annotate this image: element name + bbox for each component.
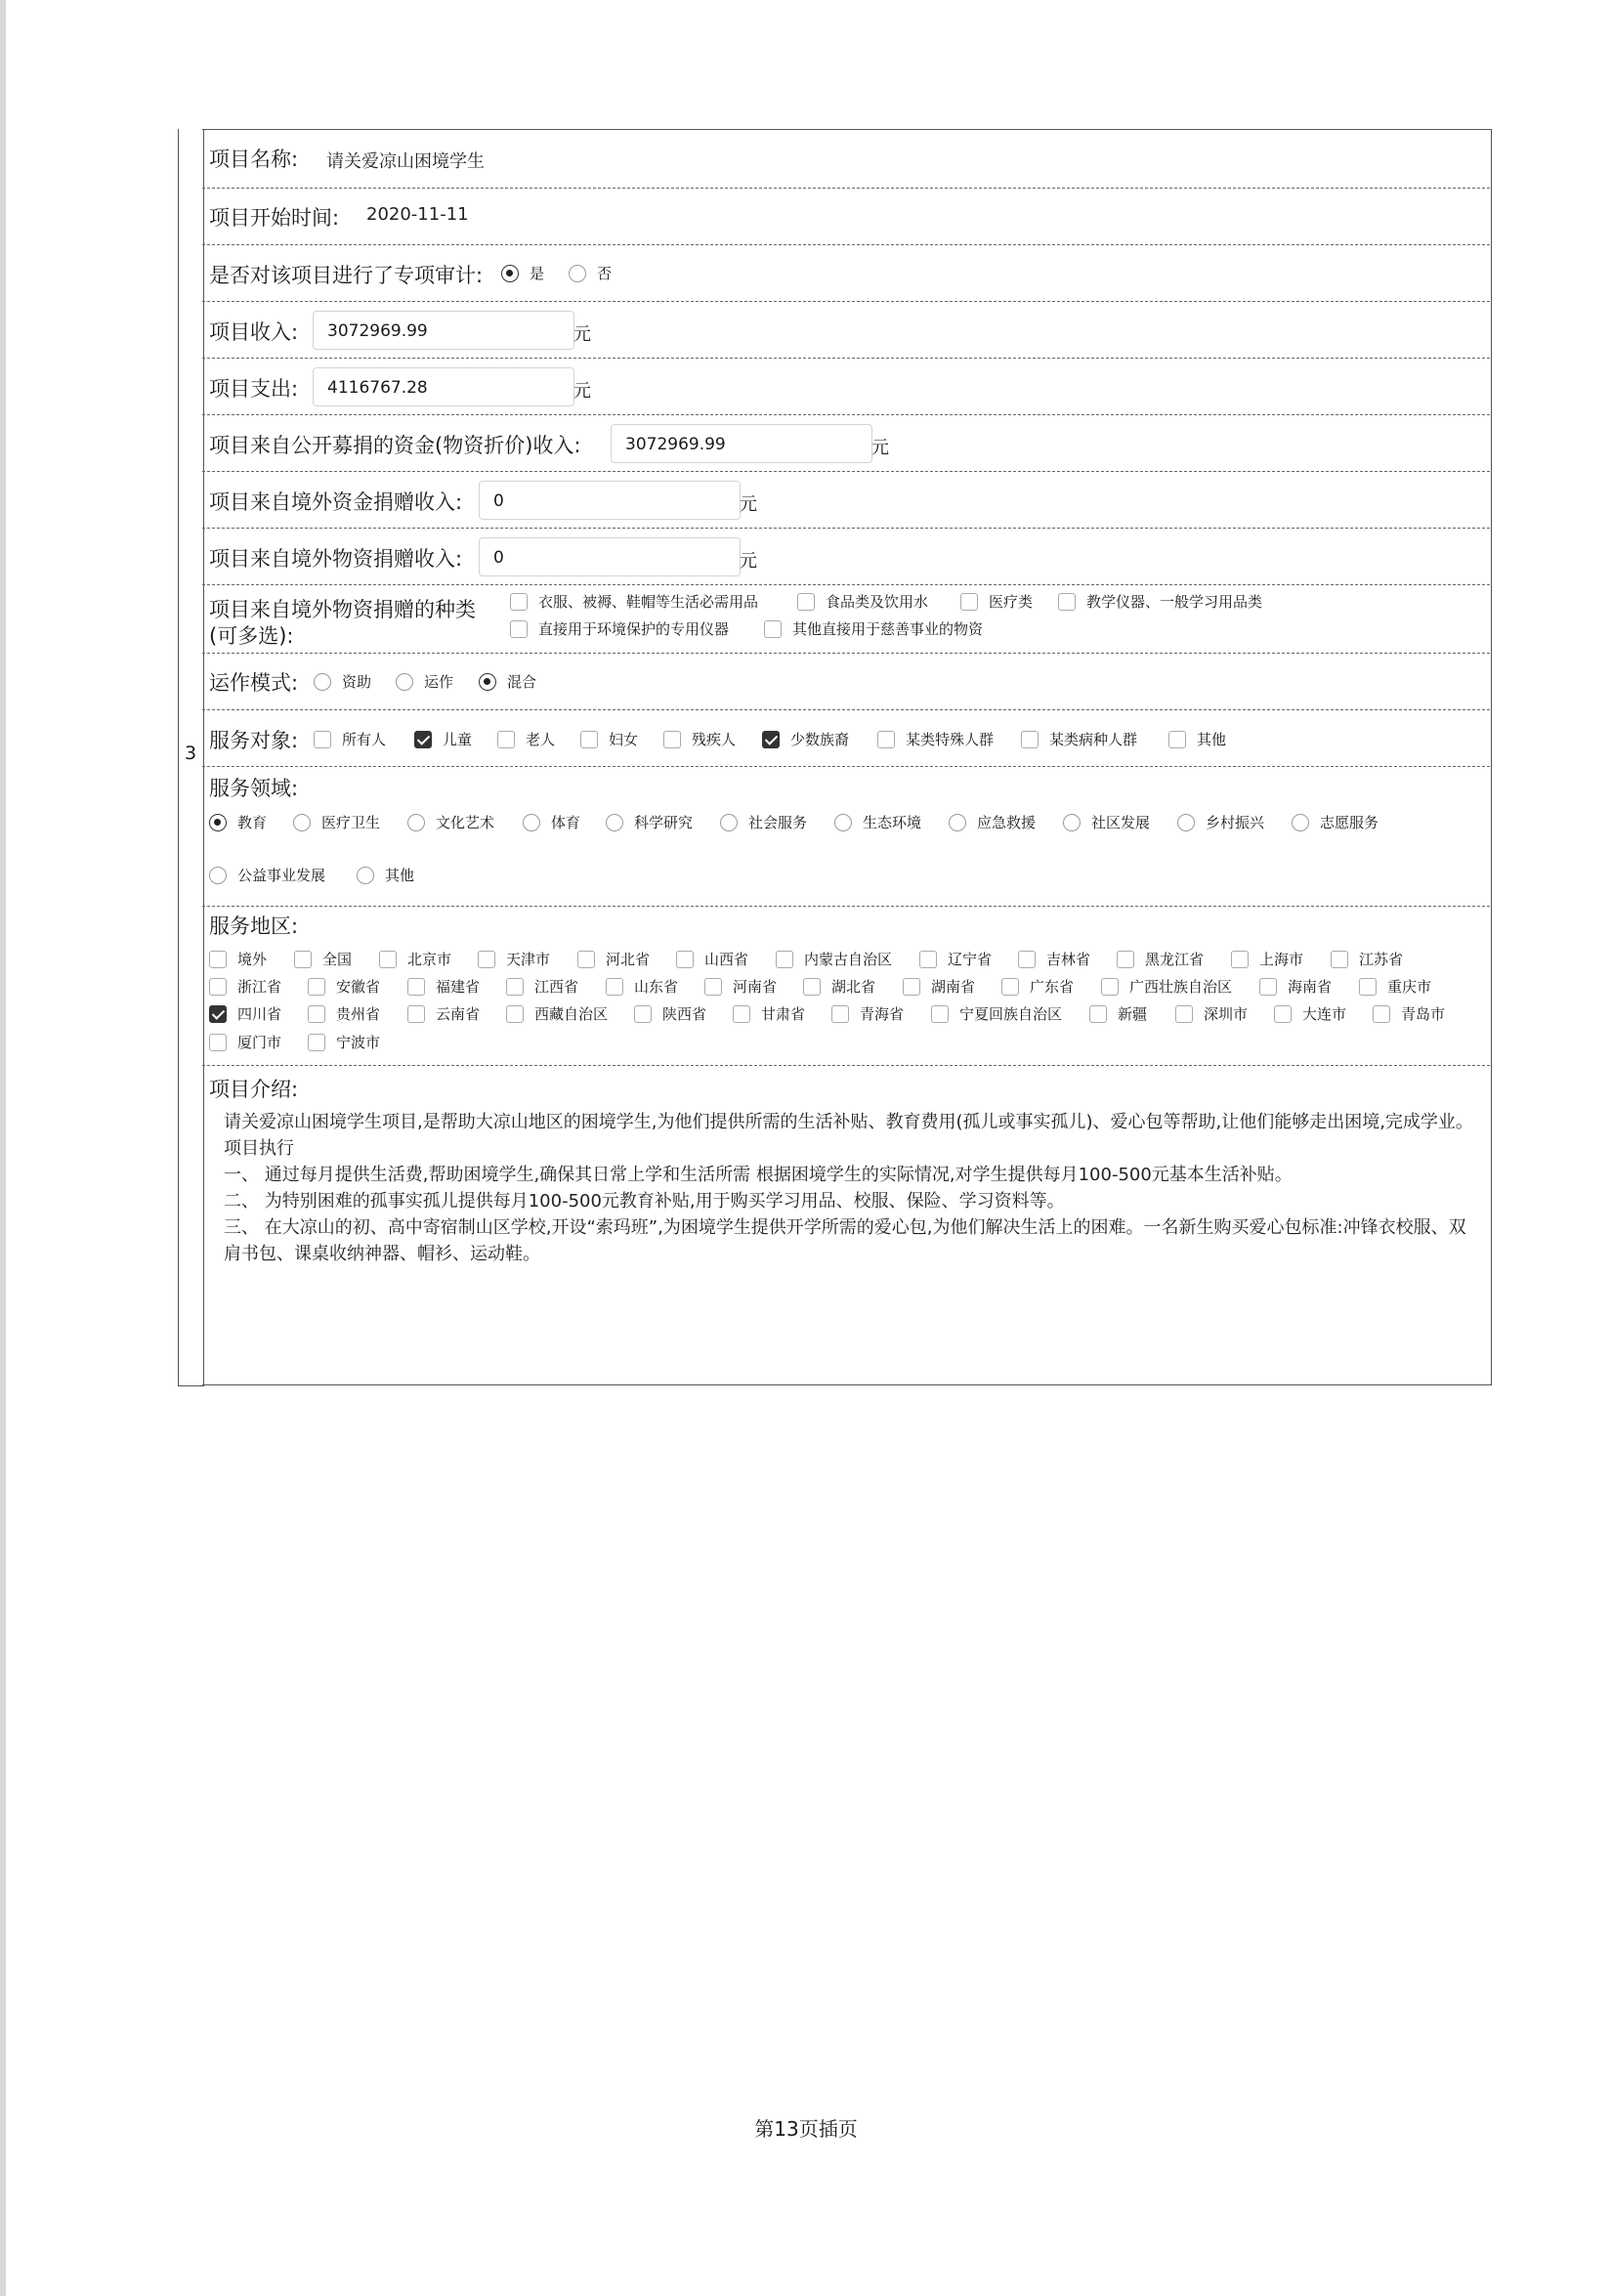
region-inner-mongolia[interactable]: 内蒙古自治区	[776, 949, 892, 969]
checkbox-icon	[497, 731, 515, 748]
checkbox-icon	[209, 951, 227, 968]
region-guizhou[interactable]: 贵州省	[308, 1003, 380, 1024]
region-jilin[interactable]: 吉林省	[1018, 949, 1090, 969]
radio-icon	[523, 814, 540, 831]
region-qinghai[interactable]: 青海省	[831, 1003, 904, 1024]
row-foreign-fund	[202, 472, 1490, 529]
region-overseas[interactable]: 境外	[209, 949, 267, 969]
goods-type-other-charity[interactable]: 其他直接用于慈善事业的物资	[764, 618, 983, 639]
region-shandong[interactable]: 山东省	[606, 976, 678, 997]
region-hunan[interactable]: 湖南省	[903, 976, 975, 997]
service-target-elderly[interactable]: 老人	[497, 729, 555, 749]
intro-paragraph: 项目执行	[224, 1138, 294, 1159]
checkbox-icon	[733, 1005, 750, 1023]
expense-unit: 元	[573, 381, 591, 402]
region-tianjin[interactable]: 天津市	[478, 949, 550, 969]
goods-type-food[interactable]: 食品类及饮用水	[797, 591, 928, 612]
row-income	[202, 302, 1490, 359]
checkbox-icon	[209, 978, 227, 996]
checkbox-icon	[1175, 1005, 1193, 1023]
region-xiamen[interactable]: 厦门市	[209, 1032, 281, 1052]
operation-mode-fund[interactable]: 资助	[314, 671, 371, 692]
checkbox-icon	[294, 951, 312, 968]
goods-type-teaching[interactable]: 教学仪器、一般学习用品类	[1058, 591, 1262, 612]
region-beijing[interactable]: 北京市	[379, 949, 451, 969]
operation-mode-operate[interactable]: 运作	[396, 671, 453, 692]
project-name-label: 项目名称:	[209, 148, 299, 171]
checkbox-icon	[704, 978, 722, 996]
radio-icon	[501, 265, 519, 282]
region-jiangxi[interactable]: 江西省	[506, 976, 578, 997]
checkbox-icon	[308, 978, 325, 996]
service-target-disabled[interactable]: 残疾人	[663, 729, 736, 749]
region-hainan[interactable]: 海南省	[1259, 976, 1332, 997]
service-target-everyone[interactable]: 所有人	[314, 729, 386, 749]
service-targets-label: 服务对象:	[209, 729, 299, 752]
service-field-sports[interactable]: 体育	[523, 812, 580, 832]
checkbox-icon	[634, 1005, 652, 1023]
radio-icon	[569, 265, 586, 282]
intro-paragraph: 二、 为特别困难的孤事实孤儿提供每月100-500元教育补贴,用于购买学习用品、校服、保险、学习资料等。	[224, 1191, 1065, 1212]
public-fund-label: 项目来自公开募捐的资金(物资折价)收入:	[209, 434, 581, 457]
row-audit	[202, 245, 1490, 302]
row-service-targets	[202, 710, 1490, 767]
region-tibet[interactable]: 西藏自治区	[506, 1003, 608, 1024]
row-start-date	[202, 189, 1490, 245]
checkbox-icon	[308, 1034, 325, 1051]
region-zhejiang[interactable]: 浙江省	[209, 976, 281, 997]
region-henan[interactable]: 河南省	[704, 976, 777, 997]
income-unit: 元	[573, 324, 591, 345]
public-fund-unit: 元	[871, 438, 889, 458]
checkbox-icon	[510, 593, 528, 611]
checkbox-icon	[478, 951, 495, 968]
checkbox-icon	[1001, 978, 1019, 996]
row-service-regions	[202, 907, 1490, 1066]
service-field-rural-revitalization[interactable]: 乡村振兴	[1177, 812, 1264, 832]
audit-label: 是否对该项目进行了专项审计:	[209, 264, 484, 287]
radio-icon	[720, 814, 738, 831]
radio-icon	[1177, 814, 1195, 831]
radio-icon	[949, 814, 966, 831]
sequence-number: 3	[184, 743, 197, 764]
service-target-children[interactable]: 儿童	[414, 729, 472, 749]
checkbox-icon	[1089, 1005, 1107, 1023]
checkbox-icon	[1331, 951, 1348, 968]
checkbox-icon	[209, 1005, 227, 1023]
service-field-community[interactable]: 社区发展	[1063, 812, 1150, 832]
checkbox-icon	[1058, 593, 1076, 611]
service-field-other[interactable]: 其他	[357, 865, 414, 885]
service-field-culture-art[interactable]: 文化艺术	[407, 812, 494, 832]
radio-icon	[396, 673, 413, 691]
project-form	[202, 129, 1492, 1385]
intro-paragraph: 三、 在大凉山的初、高中寄宿制山区学校,开设“索玛班”,为困境学生提供开学所需的爱心包,为他们解决生活上的困难。一名新生购买爱心包标准:冲锋衣校服、双肩书包、课桌收纳神器、帽衫、运动鞋。	[224, 1217, 1466, 1264]
checkbox-icon	[314, 731, 331, 748]
region-guangxi[interactable]: 广西壮族自治区	[1101, 976, 1232, 997]
intro-paragraph: 一、 通过每月提供生活费,帮助困境学生,确保其日常上学和生活所需 根据困境学生的实际情况,对学生提供每月100-500元基本生活补贴。	[224, 1165, 1293, 1185]
checkbox-icon	[960, 593, 978, 611]
service-field-medical[interactable]: 医疗卫生	[293, 812, 380, 832]
checkbox-icon	[506, 978, 524, 996]
region-guangdong[interactable]: 广东省	[1001, 976, 1074, 997]
radio-icon	[293, 814, 311, 831]
service-target-special-group[interactable]: 某类特殊人群	[877, 729, 994, 749]
checkbox-icon	[803, 978, 821, 996]
checkbox-icon	[308, 1005, 325, 1023]
start-date-label: 项目开始时间:	[209, 206, 340, 230]
region-hebei[interactable]: 河北省	[577, 949, 650, 969]
service-field-volunteer[interactable]: 志愿服务	[1292, 812, 1379, 832]
checkbox-icon	[764, 620, 782, 638]
region-xinjiang[interactable]: 新疆	[1089, 1003, 1147, 1024]
goods-type-daily-necessities[interactable]: 衣服、被褥、鞋帽等生活必需用品	[510, 591, 758, 612]
checkbox-icon	[1117, 951, 1134, 968]
checkbox-icon	[209, 1034, 227, 1051]
radio-icon	[479, 673, 496, 691]
region-jiangsu[interactable]: 江苏省	[1331, 949, 1403, 969]
checkbox-icon	[831, 1005, 849, 1023]
region-yunnan[interactable]: 云南省	[407, 1003, 480, 1024]
foreign-fund-label: 项目来自境外资金捐赠收入:	[209, 490, 463, 514]
checkbox-icon	[931, 1005, 949, 1023]
checkbox-icon	[797, 593, 815, 611]
checkbox-icon	[919, 951, 937, 968]
row-service-fields	[202, 767, 1490, 907]
region-sichuan[interactable]: 四川省	[209, 1003, 281, 1024]
checkbox-icon	[510, 620, 528, 638]
checkbox-icon	[414, 731, 432, 748]
introduction-text	[224, 1109, 1474, 1267]
radio-icon	[1292, 814, 1309, 831]
checkbox-icon	[1274, 1005, 1292, 1023]
checkbox-icon	[663, 731, 681, 748]
checkbox-icon	[1373, 1005, 1390, 1023]
foreign-goods-input[interactable]: 0	[479, 537, 741, 576]
foreign-goods-unit: 元	[740, 551, 757, 572]
service-target-ethnic-minority[interactable]: 少数族裔	[762, 729, 849, 749]
radio-icon	[1063, 814, 1081, 831]
checkbox-icon	[379, 951, 397, 968]
row-project-name	[202, 130, 1490, 189]
service-target-women[interactable]: 妇女	[580, 729, 638, 749]
region-liaoning[interactable]: 辽宁省	[919, 949, 992, 969]
radio-icon	[407, 814, 425, 831]
radio-icon	[314, 673, 331, 691]
income-input[interactable]: 3072969.99	[313, 311, 574, 350]
audit-option-no[interactable]: 否	[569, 263, 612, 283]
checkbox-icon	[776, 951, 793, 968]
service-field-emergency-rescue[interactable]: 应急救援	[949, 812, 1036, 832]
operation-mode-label: 运作模式:	[209, 671, 299, 695]
service-field-education[interactable]: 教育	[209, 812, 267, 832]
row-expense	[202, 359, 1490, 415]
region-shenzhen[interactable]: 深圳市	[1175, 1003, 1248, 1024]
checkbox-icon	[1018, 951, 1036, 968]
checkbox-icon	[506, 1005, 524, 1023]
foreign-fund-input[interactable]: 0	[479, 481, 741, 520]
intro-paragraph: 请关爱凉山困境学生项目,是帮助大凉山地区的困境学生,为他们提供所需的生活补贴、教育费用(孤儿或事实孤儿)、爱心包等帮助,让他们能够走出困境,完成学业。	[224, 1112, 1473, 1132]
service-target-other[interactable]: 其他	[1168, 729, 1226, 749]
checkbox-icon	[1168, 731, 1186, 748]
project-name-value: 请关爱凉山困境学生	[326, 151, 485, 172]
service-field-research[interactable]: 科学研究	[606, 812, 693, 832]
foreign-goods-label: 项目来自境外物资捐赠收入:	[209, 547, 463, 571]
checkbox-icon	[1101, 978, 1119, 996]
goods-types-label-line2: (可多选):	[209, 624, 294, 648]
checkbox-icon	[577, 951, 595, 968]
goods-types-label-line1: 项目来自境外物资捐赠的种类	[209, 598, 476, 621]
audit-option-yes[interactable]: 是	[501, 263, 544, 283]
service-field-public-welfare[interactable]: 公益事业发展	[209, 865, 325, 885]
checkbox-icon	[1359, 978, 1377, 996]
operation-mode-mixed[interactable]: 混合	[479, 671, 536, 692]
checkbox-icon	[606, 978, 623, 996]
radio-icon	[209, 814, 227, 831]
radio-icon	[834, 814, 852, 831]
scan-edge	[0, 0, 6, 2296]
region-gansu[interactable]: 甘肃省	[733, 1003, 805, 1024]
service-field-social-service[interactable]: 社会服务	[720, 812, 807, 832]
expense-input[interactable]: 4116767.28	[313, 367, 574, 406]
foreign-fund-unit: 元	[740, 494, 757, 515]
checkbox-icon	[877, 731, 895, 748]
checkbox-icon	[1231, 951, 1249, 968]
checkbox-icon	[1021, 731, 1039, 748]
region-hubei[interactable]: 湖北省	[803, 976, 875, 997]
page-footer: 第13页插页	[754, 2117, 858, 2141]
expense-label: 项目支出:	[209, 377, 299, 401]
income-label: 项目收入:	[209, 320, 299, 344]
checkbox-icon	[407, 978, 425, 996]
introduction-label: 项目介绍:	[209, 1078, 299, 1101]
row-foreign-goods	[202, 529, 1490, 585]
service-target-disease-group[interactable]: 某类病种人群	[1021, 729, 1137, 749]
region-chongqing[interactable]: 重庆市	[1359, 976, 1431, 997]
region-qingdao[interactable]: 青岛市	[1373, 1003, 1445, 1024]
region-nationwide[interactable]: 全国	[294, 949, 352, 969]
region-fujian[interactable]: 福建省	[407, 976, 480, 997]
checkbox-icon	[676, 951, 694, 968]
region-shaanxi[interactable]: 陕西省	[634, 1003, 706, 1024]
goods-type-medical[interactable]: 医疗类	[960, 591, 1033, 612]
radio-icon	[209, 867, 227, 884]
region-ningxia[interactable]: 宁夏回族自治区	[931, 1003, 1062, 1024]
checkbox-icon	[580, 731, 598, 748]
radio-icon	[357, 867, 374, 884]
region-heilongjiang[interactable]: 黑龙江省	[1117, 949, 1204, 969]
row-goods-types	[202, 585, 1490, 654]
checkbox-icon	[407, 1005, 425, 1023]
service-fields-label: 服务领域:	[209, 777, 299, 800]
row-introduction	[202, 1066, 1490, 1384]
region-dalian[interactable]: 大连市	[1274, 1003, 1346, 1024]
public-fund-input[interactable]: 3072969.99	[611, 424, 872, 463]
checkbox-icon	[903, 978, 920, 996]
start-date-value: 2020-11-11	[366, 204, 469, 225]
service-field-ecology[interactable]: 生态环境	[834, 812, 921, 832]
service-regions-label: 服务地区:	[209, 914, 299, 938]
region-shanghai[interactable]: 上海市	[1231, 949, 1303, 969]
checkbox-icon	[762, 731, 780, 748]
row-operation-mode	[202, 654, 1490, 710]
region-anhui[interactable]: 安徽省	[308, 976, 380, 997]
checkbox-icon	[1259, 978, 1277, 996]
radio-icon	[606, 814, 623, 831]
region-shanxi[interactable]: 山西省	[676, 949, 748, 969]
goods-type-environment[interactable]: 直接用于环境保护的专用仪器	[510, 618, 729, 639]
row-public-fund	[202, 415, 1490, 472]
region-ningbo[interactable]: 宁波市	[308, 1032, 380, 1052]
